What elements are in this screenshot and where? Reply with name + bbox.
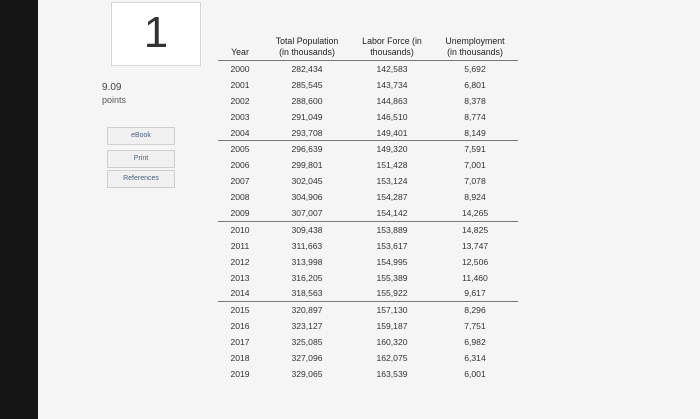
cell-labor-force: 160,320 <box>376 337 408 348</box>
cell-labor-force: 154,142 <box>376 207 408 218</box>
table-row <box>218 350 518 366</box>
cell-total-population: 309,438 <box>262 221 352 237</box>
cell-total-population: 288,600 <box>291 95 323 106</box>
header-unemployment: Unemployment (in thousands) <box>432 36 518 61</box>
cell-labor-force: 153,124 <box>376 176 408 187</box>
cell-labor-force: 153,889 <box>352 221 432 237</box>
cell-unemployment: 6,314 <box>464 352 486 363</box>
cell-total-population: 323,127 <box>291 321 323 332</box>
cell-unemployment: 9,617 <box>464 288 486 299</box>
cell-labor-force: 146,510 <box>376 111 408 122</box>
cell-unemployment: 8,296 <box>432 302 518 318</box>
cell-total-population: 302,045 <box>291 176 323 187</box>
question-number-box <box>111 2 201 66</box>
data-table <box>218 36 518 382</box>
cell-unemployment: 13,747 <box>461 240 489 251</box>
cell-unemployment: 11,460 <box>462 272 488 283</box>
table-row <box>218 93 518 109</box>
cell-labor-force: 143,734 <box>376 79 408 90</box>
cell-unemployment: 7,591 <box>432 141 518 157</box>
table-row <box>218 157 518 173</box>
cell-total-population: 327,096 <box>291 352 323 363</box>
cell-labor-force: 144,863 <box>376 95 408 106</box>
cell-total-population: 313,998 <box>291 256 323 267</box>
cell-unemployment: 7,078 <box>464 176 486 187</box>
cell-total-population: 299,801 <box>291 160 323 171</box>
cell-year: 2001 <box>230 79 250 90</box>
cell-total-population: 318,563 <box>291 288 323 299</box>
header-total-population: Total Population (in thousands) <box>262 36 352 61</box>
cell-total-population: 304,906 <box>291 192 323 203</box>
question-number: 1 <box>143 8 169 57</box>
cell-total-population: 325,085 <box>291 337 323 348</box>
question-page <box>38 0 700 419</box>
cell-unemployment: 14,265 <box>461 207 489 218</box>
header-year: Year <box>218 36 262 61</box>
table-body <box>218 61 518 382</box>
cell-unemployment: 8,149 <box>464 127 486 138</box>
table-row <box>218 366 518 382</box>
cell-labor-force: 163,539 <box>376 368 408 379</box>
cell-unemployment: 8,774 <box>464 111 486 122</box>
cell-total-population: 320,897 <box>262 302 352 318</box>
cell-year: 2002 <box>230 95 250 106</box>
table-row <box>218 221 518 237</box>
table-row <box>218 61 518 77</box>
cell-total-population: 285,545 <box>291 79 323 90</box>
cell-unemployment: 8,924 <box>464 192 486 203</box>
table-row <box>218 109 518 125</box>
table-header-row <box>218 36 518 61</box>
cell-unemployment: 5,692 <box>464 63 486 74</box>
table-row <box>218 285 518 301</box>
table-row <box>218 125 518 141</box>
cell-year: 2014 <box>230 288 250 299</box>
table-row <box>218 318 518 334</box>
cell-unemployment: 12,506 <box>461 256 489 267</box>
points-value: 9.09 <box>102 82 122 93</box>
cell-year: 2012 <box>230 256 250 267</box>
table-row <box>218 205 518 221</box>
cell-year: 2004 <box>230 127 250 138</box>
cell-year: 2007 <box>230 176 250 187</box>
cell-year: 2019 <box>230 368 250 379</box>
table-row <box>218 270 518 286</box>
cell-labor-force: 154,287 <box>376 192 408 203</box>
cell-unemployment: 6,801 <box>464 79 486 90</box>
table-row <box>218 302 518 318</box>
cell-year: 2008 <box>230 192 250 203</box>
table-row <box>218 254 518 270</box>
cell-unemployment: 6,001 <box>464 368 486 379</box>
cell-labor-force: 157,130 <box>352 302 432 318</box>
table-row <box>218 77 518 93</box>
cell-year: 2017 <box>230 337 250 348</box>
cell-labor-force: 162,075 <box>376 352 408 363</box>
data-table-container <box>218 36 518 382</box>
cell-year: 2009 <box>230 207 250 218</box>
cell-labor-force: 159,187 <box>376 321 408 332</box>
cell-total-population: 282,434 <box>291 63 323 74</box>
cell-labor-force: 142,583 <box>376 63 408 74</box>
table-row <box>218 173 518 189</box>
cell-unemployment: 14,825 <box>432 221 518 237</box>
ebook-button[interactable]: eBook <box>107 127 175 145</box>
cell-unemployment: 8,378 <box>464 95 486 106</box>
cell-year: 2011 <box>230 240 250 251</box>
table-row <box>218 334 518 350</box>
cell-year: 2013 <box>230 272 250 283</box>
cell-labor-force: 151,428 <box>376 160 408 171</box>
references-button[interactable]: References <box>107 170 175 188</box>
cell-total-population: 316,205 <box>291 272 323 283</box>
cell-unemployment: 7,001 <box>464 160 486 171</box>
cell-year: 2005 <box>218 141 262 157</box>
cell-total-population: 311,663 <box>291 240 323 251</box>
cell-year: 2018 <box>230 352 250 363</box>
cell-total-population: 293,708 <box>291 127 323 138</box>
cell-labor-force: 155,389 <box>376 272 408 283</box>
cell-year: 2016 <box>230 321 250 332</box>
header-labor-force: Labor Force (in thousands) <box>352 36 432 61</box>
cell-labor-force: 149,401 <box>376 127 408 138</box>
left-dark-bar <box>0 0 38 419</box>
cell-labor-force: 154,995 <box>376 256 408 267</box>
cell-unemployment: 7,751 <box>464 321 486 332</box>
cell-total-population: 307,007 <box>291 207 323 218</box>
cell-labor-force: 149,320 <box>352 141 432 157</box>
table-row <box>218 141 518 157</box>
cell-total-population: 329,065 <box>291 368 323 379</box>
table-row <box>218 189 518 205</box>
points-info <box>102 82 126 106</box>
print-button[interactable]: Print <box>107 150 175 168</box>
cell-year: 2003 <box>230 111 250 122</box>
cell-total-population: 291,049 <box>291 111 323 122</box>
cell-unemployment: 6,982 <box>464 337 486 348</box>
cell-year: 2000 <box>230 63 250 74</box>
cell-total-population: 296,639 <box>262 141 352 157</box>
cell-labor-force: 155,922 <box>376 288 408 299</box>
cell-year: 2015 <box>218 302 262 318</box>
cell-year: 2010 <box>218 221 262 237</box>
cell-labor-force: 153,617 <box>376 240 408 251</box>
table-row <box>218 238 518 254</box>
cell-year: 2006 <box>230 160 250 171</box>
points-label: points <box>102 95 127 105</box>
